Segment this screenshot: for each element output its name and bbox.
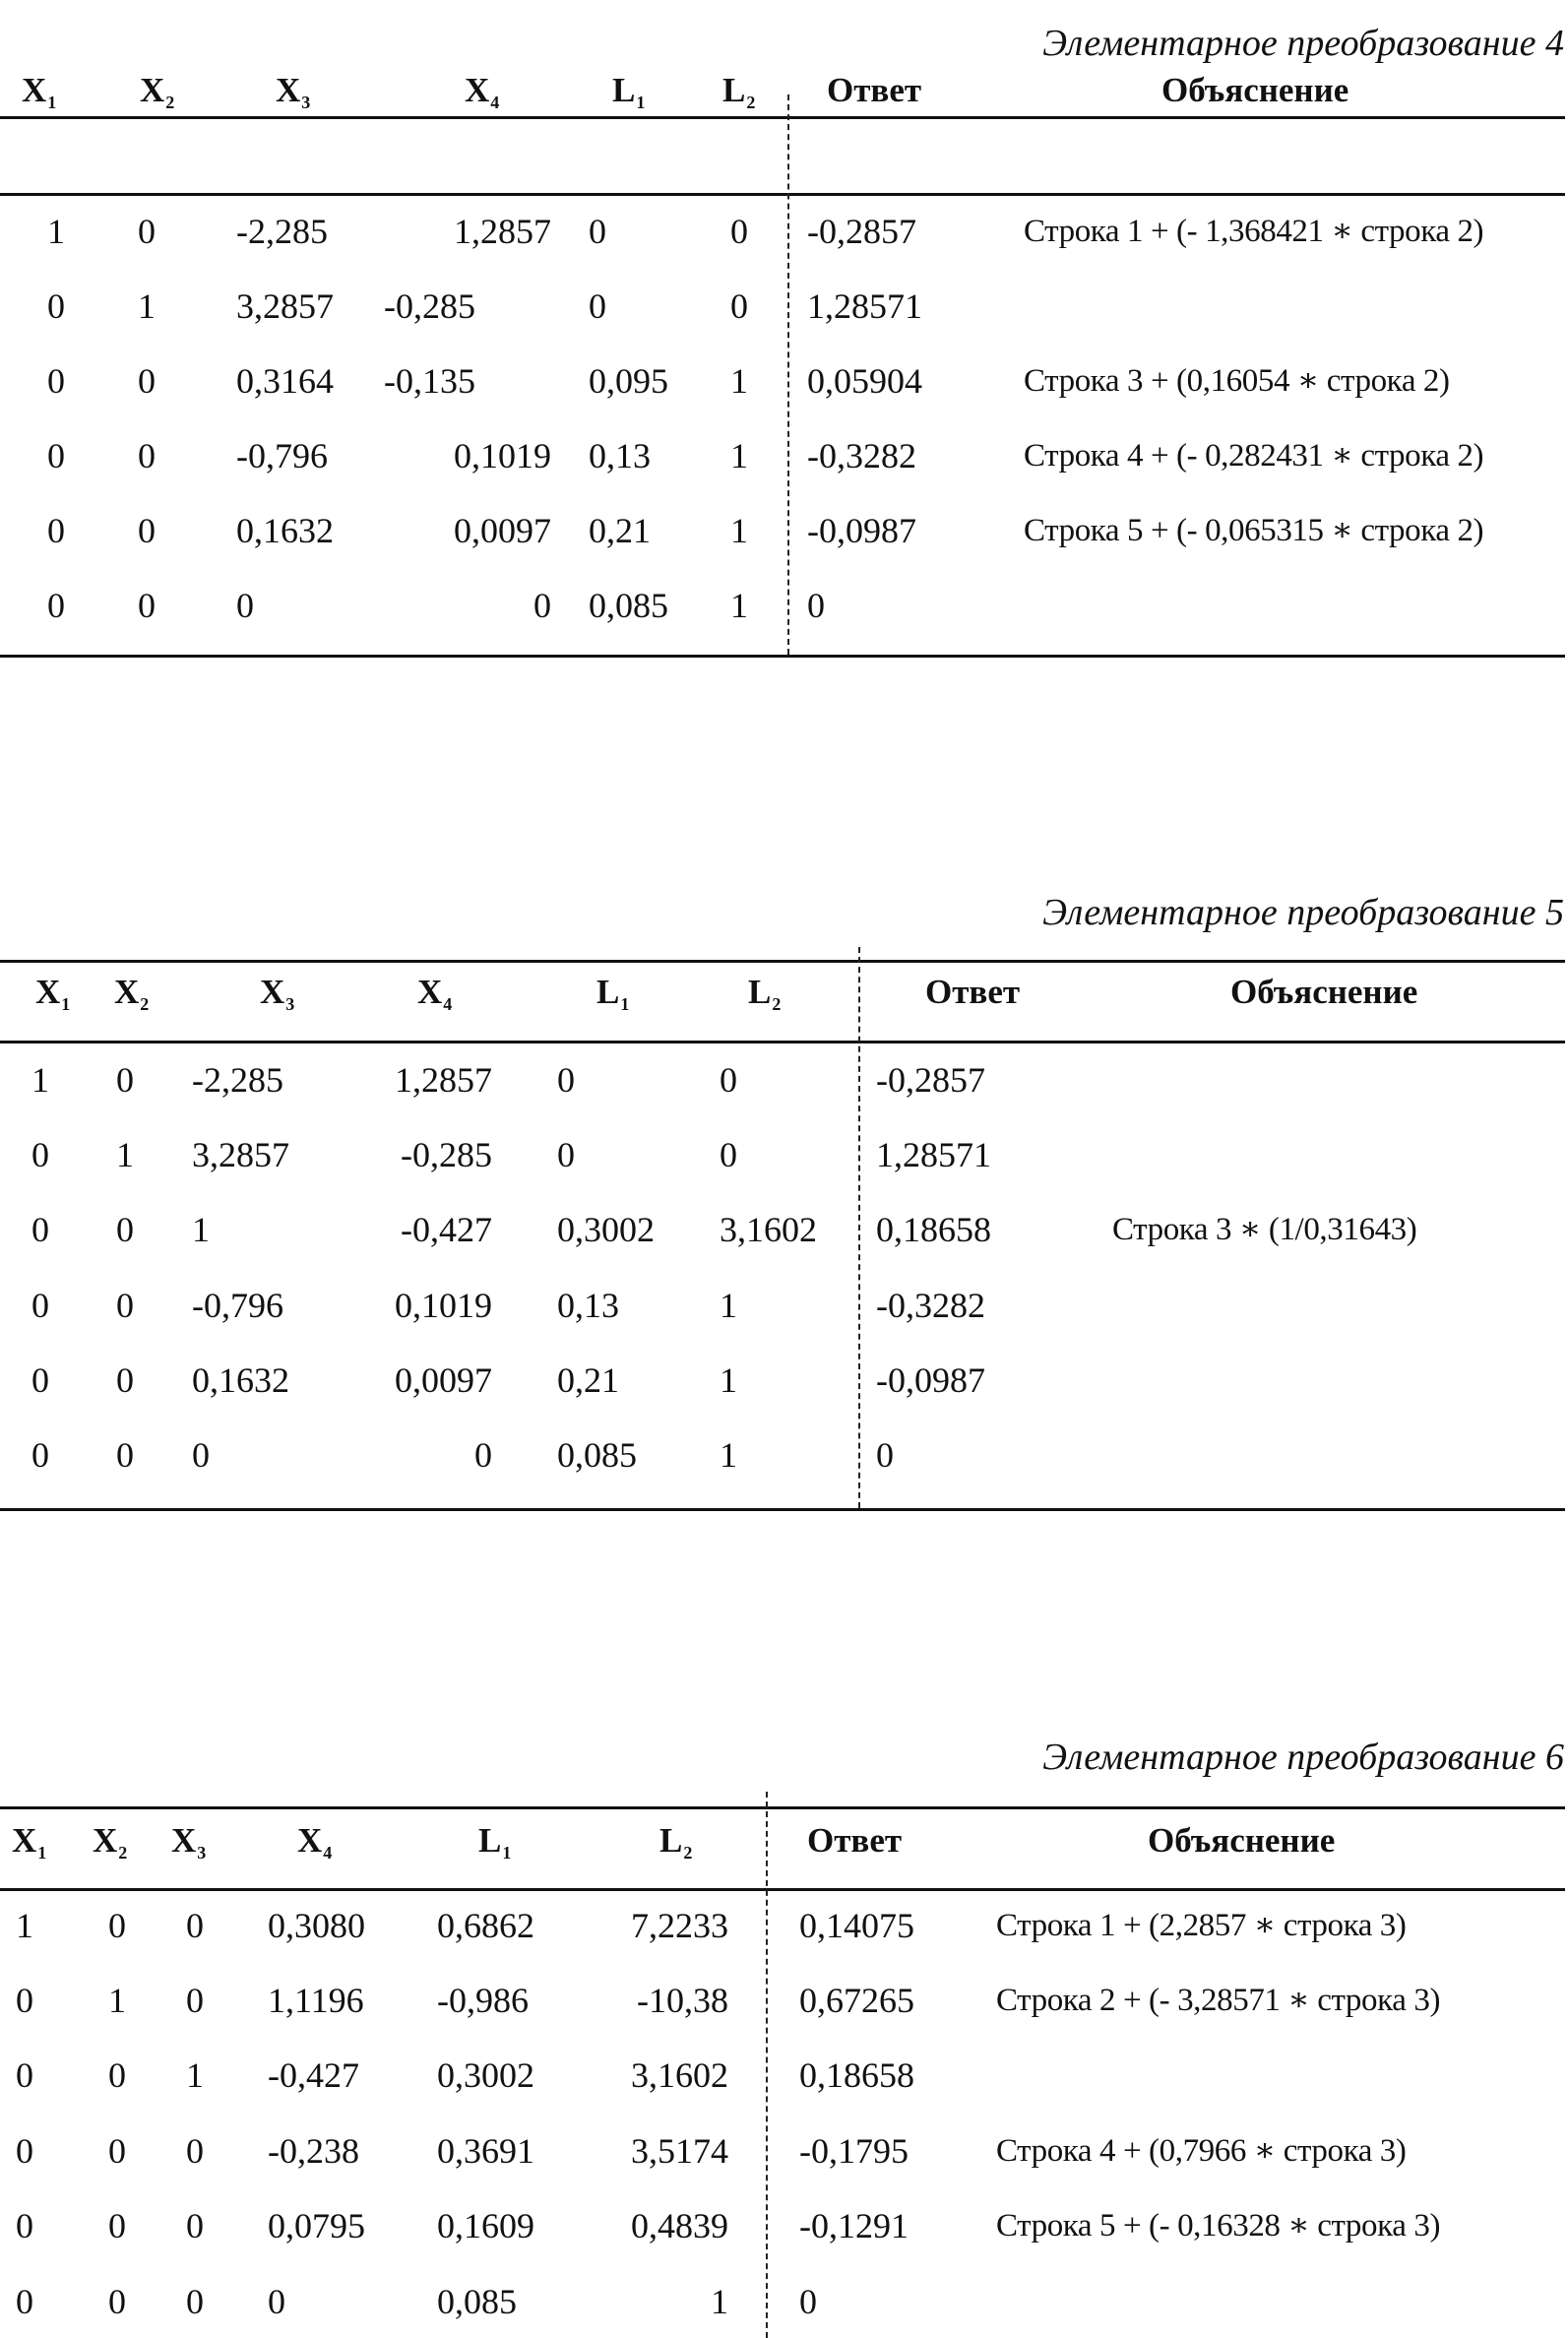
value-cell: 0 — [557, 1060, 575, 1100]
value-cell: 0,1632 — [236, 511, 334, 550]
table-rule — [0, 116, 1565, 119]
value-cell: 0 — [116, 1435, 134, 1475]
explanation-cell: Строка 1 + (2,2857 ∗ строка 3) — [996, 1908, 1407, 1943]
header-label: Объяснение — [1161, 71, 1349, 109]
value-cell: 0 — [589, 212, 606, 251]
answer-cell: -0,3282 — [876, 1286, 985, 1325]
answer-cell: -0,2857 — [807, 212, 916, 251]
table-caption: Элементарное преобразование 5 — [1042, 892, 1564, 933]
answer-cell: -0,1795 — [799, 2131, 909, 2171]
value-cell: 1 — [730, 436, 748, 475]
table-rule — [0, 655, 1565, 658]
value-cell: 3,2857 — [236, 286, 334, 326]
header-label: Ответ — [807, 1821, 903, 1860]
answer-separator — [787, 95, 789, 655]
header-label: X — [297, 1821, 323, 1860]
value-cell: 0,1019 — [454, 436, 551, 475]
column-header — [417, 973, 452, 1015]
value-cell: 0,1609 — [437, 2206, 534, 2245]
value-cell: 0 — [186, 1981, 204, 2020]
column-header — [596, 973, 629, 1015]
table-rule — [0, 960, 1565, 963]
value-cell: 0 — [16, 2055, 33, 2095]
explanation-cell: Строка 4 + (- 0,282431 ∗ строка 2) — [1024, 438, 1484, 474]
column-header — [465, 71, 499, 113]
value-cell: 1 — [711, 2282, 728, 2321]
value-cell: 0 — [186, 2282, 204, 2321]
column-header — [827, 71, 921, 110]
value-cell: 0 — [192, 1435, 210, 1475]
value-cell: 0 — [108, 1906, 126, 1945]
value-cell: 0,6862 — [437, 1906, 534, 1945]
value-cell: 1 — [720, 1286, 737, 1325]
answer-cell: 0 — [807, 586, 825, 625]
header-divider — [0, 193, 1565, 196]
header-label: X — [171, 1821, 197, 1860]
value-cell: 0 — [138, 212, 156, 251]
value-cell: 1 — [192, 1210, 210, 1249]
value-cell: 0,4839 — [631, 2206, 728, 2245]
header-label: Объяснение — [1230, 973, 1418, 1011]
answer-cell: 0,18658 — [799, 2055, 914, 2095]
value-cell: 1,2857 — [454, 212, 551, 251]
value-cell: 0 — [557, 1135, 575, 1174]
value-cell: 0 — [138, 586, 156, 625]
column-header — [260, 973, 294, 1015]
value-cell: 0,13 — [589, 436, 651, 475]
value-cell: 0 — [31, 1286, 49, 1325]
value-cell: 3,1602 — [631, 2055, 728, 2095]
value-cell: 0,1632 — [192, 1360, 289, 1400]
value-cell: 0,3002 — [557, 1210, 655, 1249]
value-cell: 0,085 — [557, 1435, 637, 1475]
answer-cell: -0,2857 — [876, 1060, 985, 1100]
header-label: X — [114, 973, 140, 1011]
value-cell: -2,285 — [192, 1060, 283, 1100]
answer-cell: 0,14075 — [799, 1906, 914, 1945]
value-cell: 1 — [720, 1435, 737, 1475]
value-cell: 0 — [108, 2206, 126, 2245]
explanation-cell: Строка 5 + (- 0,065315 ∗ строка 2) — [1024, 513, 1484, 548]
value-cell: -10,38 — [637, 1981, 728, 2020]
value-cell: 0 — [31, 1210, 49, 1249]
column-header — [612, 71, 645, 113]
value-cell: 0,3164 — [236, 361, 334, 401]
value-cell: -0,238 — [268, 2131, 359, 2171]
answer-cell: 0,67265 — [799, 1981, 914, 2020]
column-header — [93, 1821, 127, 1864]
value-cell: 0,3691 — [437, 2131, 534, 2171]
value-cell: 0,0097 — [454, 511, 551, 550]
column-header — [22, 71, 56, 113]
header-label: X — [35, 973, 61, 1011]
header-subscript: 1 — [620, 994, 630, 1014]
column-header — [722, 71, 755, 113]
value-cell: 0 — [533, 586, 551, 625]
column-header — [478, 1821, 511, 1864]
value-cell: 0,21 — [557, 1360, 619, 1400]
value-cell: 0,085 — [437, 2282, 517, 2321]
value-cell: 1,2857 — [395, 1060, 492, 1100]
value-cell: 0 — [116, 1060, 134, 1100]
answer-cell: -0,0987 — [807, 511, 916, 550]
header-subscript: 2 — [746, 93, 756, 112]
column-header — [925, 973, 1020, 1012]
value-cell: 0 — [47, 436, 65, 475]
value-cell: 0,095 — [589, 361, 668, 401]
header-subscript: 3 — [285, 994, 295, 1014]
value-cell: 0,1019 — [395, 1286, 492, 1325]
value-cell: 0,3080 — [268, 1906, 365, 1945]
value-cell: 0 — [31, 1360, 49, 1400]
value-cell: 0 — [186, 1906, 204, 1945]
value-cell: 0 — [31, 1135, 49, 1174]
header-label: L — [478, 1821, 502, 1860]
value-cell: 1 — [138, 286, 156, 326]
header-label: L — [748, 973, 772, 1011]
value-cell: 0,0795 — [268, 2206, 365, 2245]
value-cell: -0,135 — [384, 361, 475, 401]
value-cell: 3,2857 — [192, 1135, 289, 1174]
header-subscript: 3 — [197, 1843, 207, 1863]
column-header — [35, 973, 70, 1015]
value-cell: 0 — [730, 286, 748, 326]
explanation-cell: Строка 4 + (0,7966 ∗ строка 3) — [996, 2133, 1407, 2169]
column-header — [276, 71, 310, 113]
header-subscript: 1 — [61, 994, 71, 1014]
header-label: Ответ — [827, 71, 922, 109]
column-header — [12, 1821, 46, 1864]
header-label: L — [659, 1821, 683, 1860]
value-cell: -0,796 — [236, 436, 328, 475]
value-cell: 0 — [138, 511, 156, 550]
value-cell: 0 — [186, 2131, 204, 2171]
header-subscript: 4 — [443, 994, 453, 1014]
answer-separator — [858, 947, 860, 1508]
column-header — [297, 1821, 332, 1864]
answer-separator — [766, 1792, 768, 2338]
header-label: Ответ — [925, 973, 1021, 1011]
explanation-cell: Строка 3 + (0,16054 ∗ строка 2) — [1024, 363, 1450, 399]
value-cell: 0 — [589, 286, 606, 326]
header-subscript: 1 — [47, 93, 57, 112]
header-subscript: 2 — [683, 1843, 693, 1863]
column-header — [1230, 973, 1417, 1012]
value-cell: 0 — [236, 586, 254, 625]
value-cell: -0,285 — [384, 286, 475, 326]
explanation-cell: Строка 2 + (- 3,28571 ∗ строка 3) — [996, 1983, 1441, 2018]
header-subscript: 2 — [772, 994, 782, 1014]
header-subscript: 3 — [301, 93, 311, 112]
explanation-cell: Строка 3 ∗ (1/0,31643) — [1112, 1212, 1417, 1247]
table-caption: Элементарное преобразование 4 — [1042, 23, 1564, 64]
value-cell: -0,427 — [401, 1210, 492, 1249]
header-subscript: 4 — [490, 93, 500, 112]
value-cell: 3,5174 — [631, 2131, 728, 2171]
value-cell: 0 — [108, 2055, 126, 2095]
explanation-cell: Строка 5 + (- 0,16328 ∗ строка 3) — [996, 2208, 1441, 2243]
value-cell: 0 — [116, 1360, 134, 1400]
column-header — [1161, 71, 1348, 110]
value-cell: 0 — [47, 286, 65, 326]
header-divider — [0, 1888, 1565, 1891]
header-label: L — [612, 71, 636, 109]
value-cell: 0 — [116, 1286, 134, 1325]
value-cell: 1 — [730, 586, 748, 625]
value-cell: 0 — [268, 2282, 285, 2321]
value-cell: 1 — [720, 1360, 737, 1400]
value-cell: 1 — [730, 511, 748, 550]
value-cell: 0 — [730, 212, 748, 251]
value-cell: 1 — [47, 212, 65, 251]
value-cell: 0 — [47, 586, 65, 625]
column-header — [748, 973, 781, 1015]
value-cell: -2,285 — [236, 212, 328, 251]
column-header — [1148, 1821, 1335, 1861]
header-subscript: 1 — [502, 1843, 512, 1863]
value-cell: -0,796 — [192, 1286, 283, 1325]
value-cell: 0 — [116, 1210, 134, 1249]
header-label: X — [22, 71, 47, 109]
value-cell: 0 — [720, 1060, 737, 1100]
value-cell: 1 — [108, 1981, 126, 2020]
value-cell: 1 — [31, 1060, 49, 1100]
value-cell: 0,3002 — [437, 2055, 534, 2095]
column-header — [171, 1821, 206, 1864]
value-cell: 0 — [474, 1435, 492, 1475]
value-cell: 0 — [16, 2282, 33, 2321]
header-label: X — [276, 71, 301, 109]
header-label: X — [417, 973, 443, 1011]
value-cell: 0 — [16, 2131, 33, 2171]
explanation-cell: Строка 1 + (- 1,368421 ∗ строка 2) — [1024, 214, 1484, 249]
column-header — [114, 973, 149, 1015]
value-cell: 0 — [47, 511, 65, 550]
answer-cell: 1,28571 — [876, 1135, 991, 1174]
value-cell: 0 — [720, 1135, 737, 1174]
header-divider — [0, 1041, 1565, 1043]
header-subscript: 2 — [140, 994, 150, 1014]
header-label: X — [465, 71, 490, 109]
column-header — [659, 1821, 692, 1864]
value-cell: 0 — [138, 436, 156, 475]
answer-cell: 0 — [876, 1435, 894, 1475]
value-cell: 0 — [16, 2206, 33, 2245]
value-cell: 0,13 — [557, 1286, 619, 1325]
value-cell: 0 — [31, 1435, 49, 1475]
value-cell: 0,085 — [589, 586, 668, 625]
value-cell: 1,1196 — [268, 1981, 364, 2020]
value-cell: -0,285 — [401, 1135, 492, 1174]
header-label: Объяснение — [1148, 1821, 1336, 1860]
column-header — [140, 71, 174, 113]
answer-cell: -0,1291 — [799, 2206, 909, 2245]
header-label: L — [596, 973, 620, 1011]
table-rule — [0, 1806, 1565, 1809]
header-subscript: 2 — [165, 93, 175, 112]
value-cell: 0,0097 — [395, 1360, 492, 1400]
value-cell: 0 — [186, 2206, 204, 2245]
header-label: X — [260, 973, 285, 1011]
header-label: X — [140, 71, 165, 109]
header-label: X — [12, 1821, 37, 1860]
answer-cell: 0,05904 — [807, 361, 922, 401]
answer-cell: 1,28571 — [807, 286, 922, 326]
value-cell: -0,986 — [437, 1981, 529, 2020]
header-subscript: 2 — [118, 1843, 128, 1863]
value-cell: 0 — [47, 361, 65, 401]
value-cell: 1 — [730, 361, 748, 401]
value-cell: 0,21 — [589, 511, 651, 550]
header-subscript: 1 — [636, 93, 646, 112]
header-subscript: 1 — [37, 1843, 47, 1863]
table-caption: Элементарное преобразование 6 — [1042, 1737, 1564, 1778]
value-cell: 0 — [138, 361, 156, 401]
value-cell: 0 — [108, 2131, 126, 2171]
answer-cell: 0,18658 — [876, 1210, 991, 1249]
value-cell: 1 — [16, 1906, 33, 1945]
answer-cell: -0,0987 — [876, 1360, 985, 1400]
value-cell: 1 — [116, 1135, 134, 1174]
answer-cell: -0,3282 — [807, 436, 916, 475]
header-subscript: 4 — [323, 1843, 333, 1863]
value-cell: 0 — [108, 2282, 126, 2321]
value-cell: 7,2233 — [631, 1906, 728, 1945]
value-cell: 1 — [186, 2055, 204, 2095]
value-cell: -0,427 — [268, 2055, 359, 2095]
header-label: X — [93, 1821, 118, 1860]
answer-cell: 0 — [799, 2282, 817, 2321]
table-rule — [0, 1508, 1565, 1511]
value-cell: 3,1602 — [720, 1210, 817, 1249]
header-label: L — [722, 71, 746, 109]
value-cell: 0 — [16, 1981, 33, 2020]
column-header — [807, 1821, 902, 1861]
